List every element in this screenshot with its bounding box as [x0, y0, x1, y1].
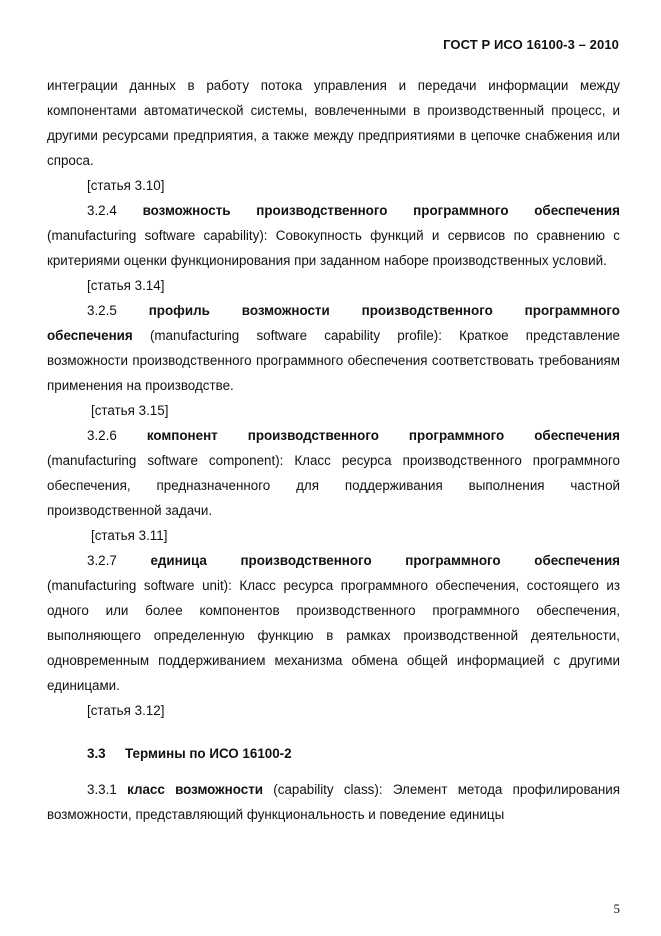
- term-3-2-5-reference: [статья 3.15]: [91, 403, 169, 418]
- term-3-2-7-number: 3.2.7: [87, 553, 117, 568]
- term-3-2-6-definition: (manufacturing software component): Класс ресурса производственного программного обеспечения, предназначенного для поддерживания выполнения частной производственной задачи.: [47, 453, 620, 518]
- term-3-2-6-number: 3.2.6: [87, 428, 117, 443]
- term-3-2-7-definition: (manufacturing software unit): Класс ресурса программного обеспечения, состоящего из одного или более компонентов производственного программного обеспечения, выполняющего определенную функцию в рамках производственной деятельности, одновременным поддерживанием механизма обмена общей информацией с другими единицами.: [47, 578, 620, 693]
- term-3-2-5-term-continuation: обеспечения: [47, 328, 133, 343]
- term-3-2-7-term: единица производственного программного обеспечения: [150, 553, 620, 568]
- term-3-3-1-paragraph: [47, 777, 620, 827]
- intro-reference: [статья 3.10]: [87, 178, 165, 193]
- intro-paragraph: интеграции данных в работу потока управления и передачи информации между компонентами автоматической системы, вовлеченными в производственный процесс, и другими ресурсами предприятия, а также между предприятиями в цепочке снабжения или спроса.: [47, 78, 620, 168]
- term-3-2-5-term: профиль возможности производственного программного: [148, 303, 620, 318]
- term-3-3-1-number: 3.3.1: [87, 782, 117, 797]
- term-3-2-7-heading-line: [47, 548, 620, 573]
- term-3-2-4-term: возможность производственного программного обеспечения: [142, 203, 620, 218]
- term-3-3-1-definition: (capability class): Элемент метода профилирования возможности, представляющий функциональность и поведение единицы: [47, 782, 620, 822]
- term-3-2-4-heading-line: [47, 198, 620, 223]
- term-3-2-6-heading-line: [47, 423, 620, 448]
- section-title: Термины по ИСО 16100-2: [125, 746, 292, 761]
- term-3-3-1-term: класс возможности: [127, 782, 264, 797]
- page-number: 5: [613, 901, 620, 916]
- term-3-2-4-definition: (manufacturing software capability): Совокупность функций и сервисов по сравнению с критериями оценки функционирования при заданном наборе производственных условий.: [47, 228, 620, 268]
- term-3-2-7-reference: [статья 3.12]: [87, 703, 165, 718]
- term-3-2-6-reference: [статья 3.11]: [91, 528, 168, 543]
- term-3-2-5-definition: [47, 323, 620, 398]
- term-3-2-5-definition-text: (manufacturing software capability profile): Краткое представление возможности производственного программного обеспечения соответствовать требованиям применения на производстве.: [47, 328, 620, 393]
- term-3-2-4-number: 3.2.4: [87, 203, 117, 218]
- term-3-2-4-reference: [статья 3.14]: [87, 278, 165, 293]
- section-3-3-heading: [87, 741, 620, 766]
- term-3-2-6-term: компонент производственного программного обеспечения: [146, 428, 620, 443]
- term-3-2-5-heading-line: [47, 298, 620, 323]
- section-number: 3.3: [87, 746, 106, 761]
- term-3-2-5-number: 3.2.5: [87, 303, 117, 318]
- document-body: [47, 73, 620, 827]
- document-header: ГОСТ Р ИСО 16100-3 – 2010: [443, 37, 619, 52]
